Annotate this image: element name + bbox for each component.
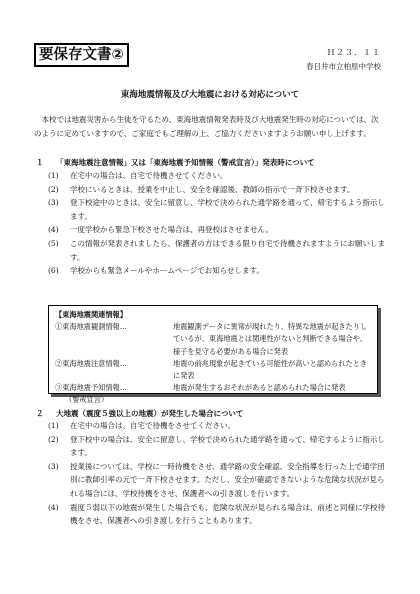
item-text: 学校にいるときは、授業を中止し、安全を確認後、教師の指示で一斉下校させます。 (70, 184, 355, 194)
section-1-number: １ (36, 158, 44, 167)
section-2-title: 大地震（震度５強以上の地震）が発生した場合について (56, 409, 244, 418)
info-label: ③東海地震予知情報… (55, 383, 127, 393)
section-2-list (48, 419, 388, 528)
info-label: ②東海地震注意情報… (55, 358, 127, 368)
item-number: (5) (48, 238, 59, 248)
info-desc: 地震観測データに異常が現れたり、特異な地震が起きたりしているが、東海地震とは関連性がないと判断できる場合や、様子を見守る必要がある場合に発表 (173, 322, 368, 356)
info-row (55, 382, 371, 394)
list-item (48, 183, 388, 197)
item-number: (6) (48, 266, 59, 276)
info-desc (183, 394, 371, 406)
section-1-list (48, 169, 388, 278)
item-text: 登下校中の場合は、安全に留意し、学校で決められた通学路を通って、帰宅するように指示します。 (70, 434, 385, 458)
section-2-number: ２ (36, 409, 44, 418)
storage-badge: 要保存文書② (34, 43, 129, 67)
list-item (48, 460, 388, 501)
info-row (55, 358, 371, 382)
list-item (48, 223, 388, 237)
section-1-title: 「東海地震注意情報」又は「東海地震予知情報（警戒宣言）」発表時について (56, 158, 315, 167)
item-number: (3) (48, 461, 59, 471)
item-text: 学校からも緊急メールやホームページでお知らせします。 (70, 266, 264, 276)
info-row (55, 394, 371, 406)
item-text: 震度５弱以下の地震が発生した場合でも、危険な状況が見られる場合は、前述と同様に学校待機をさせ、保護者への引き渡しを行うこともあります。 (70, 502, 385, 526)
list-item (48, 196, 388, 223)
list-item (48, 237, 388, 264)
item-number: (2) (48, 184, 59, 194)
section-2-heading (36, 408, 243, 419)
school-name: 春日井市立柏原中学校 (306, 62, 381, 71)
item-text: 登下校途中のときは、安全に留意し、学校で決められた通学路を通って、帰宅するよう指示します。 (70, 198, 385, 221)
item-text: 在宅中の場合は、自宅で待機させてください。 (70, 171, 228, 180)
item-number: (3) (48, 198, 59, 208)
document-title: 東海地震情報及び大地震における対応について (120, 90, 300, 100)
item-number: (1) (48, 171, 59, 180)
item-number: (4) (48, 225, 59, 235)
earthquake-info-box (48, 305, 378, 405)
item-number: (2) (48, 434, 59, 444)
intro-paragraph (34, 113, 386, 141)
info-desc: 地震が発生するおそれがあると認められた場合に発表 (173, 383, 346, 393)
list-item (48, 169, 388, 183)
list-item (48, 501, 388, 528)
item-number: (4) (48, 502, 59, 512)
item-text: 一度学校から緊急下校させた場合は、再登校はさせません。 (70, 225, 273, 235)
info-row (55, 321, 371, 358)
item-number: (1) (48, 421, 59, 430)
list-item (48, 419, 388, 433)
intro-text: 本校では地震災害から生徒を守るため、東海地震情報発表時及び大地震発生時の対応については、次のように定めていますので、ご家庭でもご理解の上、ご協力くださいますようお願い申し上げます。 (34, 115, 379, 138)
info-label: ①東海地震観測情報… (55, 322, 127, 332)
item-text: 在宅中の場合は、自宅で待機をさせてください。 (70, 421, 235, 430)
item-text: この情報が発表されましたら、保護者の方はできる限り自宅で待機されますようにお願いします。 (70, 238, 385, 262)
info-box-heading: 【東海地震関連情報】 (55, 310, 127, 319)
list-item (48, 264, 388, 278)
item-text: 授業後については、学校に一時待機をさせ、通学路の安全確認、安全指導を行った上で通学団別に教師引率の元で一斉下校させます。ただし、安全が確認できないような危険な状況が見られる場合には、学校待機をさせ、保護者への引き渡しを行います。 (70, 461, 385, 498)
list-item (48, 433, 388, 460)
info-desc: 地震の前兆現象が起きている可能性が高いと認められたときに発表 (173, 358, 368, 381)
info-label: （警戒宣言） (65, 395, 109, 405)
issue-date: Ｈ２３．１１ (327, 48, 381, 57)
section-1-heading (36, 157, 315, 168)
